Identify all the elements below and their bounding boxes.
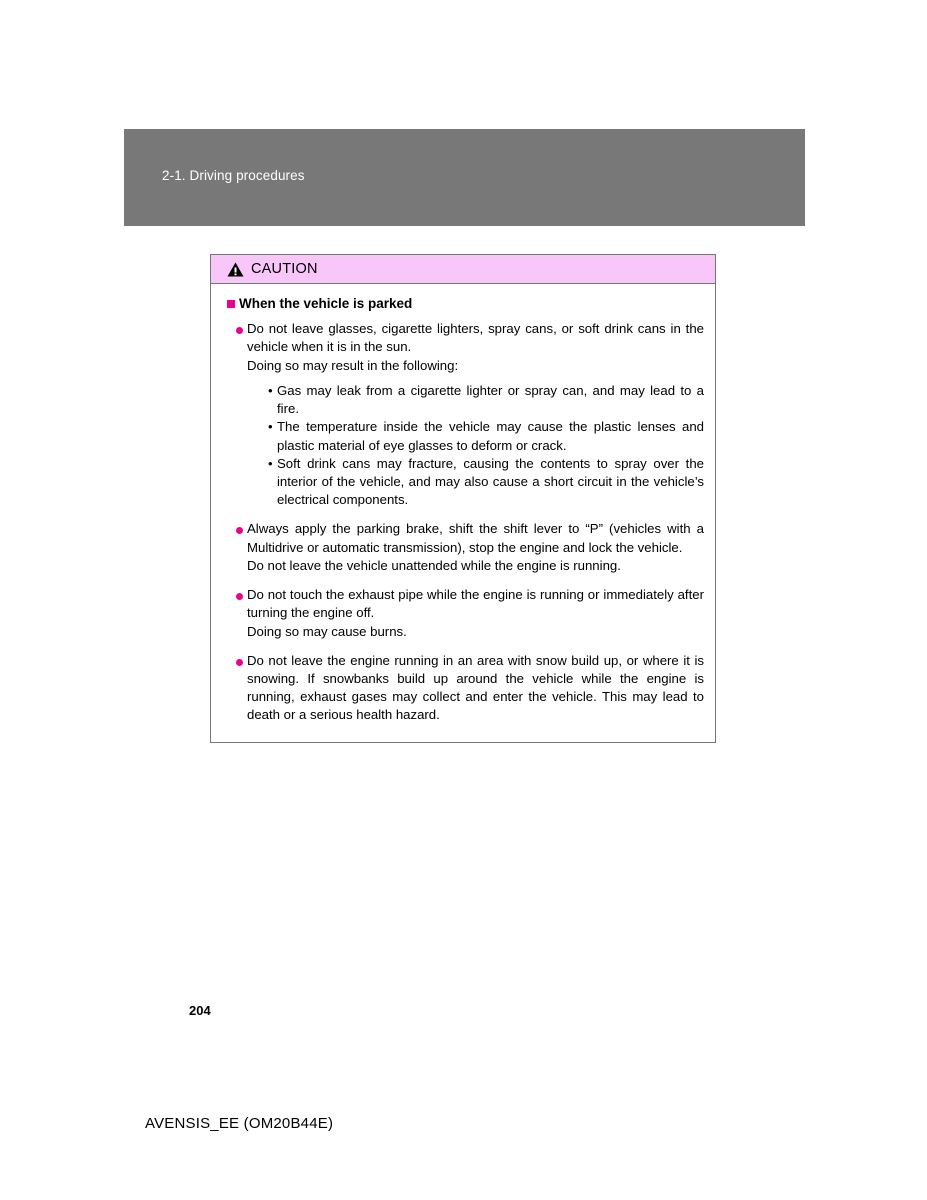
caution-box-header [211, 255, 715, 284]
caution-bullet-text: Do not touch the exhaust pipe while the engine is running or immediately after turning the engine off. [247, 587, 704, 621]
caution-bullet-body [247, 320, 704, 509]
round-bullet-icon [236, 593, 243, 600]
caution-bullet-text: Do not leave glasses, cigarette lighters, spray cans, or soft drink cans in the vehicle when it is in the sun. [247, 321, 704, 355]
caution-sub-list [268, 382, 704, 510]
caution-bullet-body [247, 586, 704, 641]
warning-triangle-icon [227, 262, 244, 277]
caution-sub-item [268, 455, 704, 510]
chapter-header-title: 2-1. Driving procedures [162, 168, 305, 183]
round-bullet-icon [236, 659, 243, 666]
round-bullet-icon [236, 327, 243, 334]
caution-bullet-item [236, 586, 704, 643]
sub-bullet-icon: • [268, 419, 273, 435]
caution-bullet-followup: Doing so may cause burns. [247, 623, 407, 639]
caution-sub-item [268, 382, 704, 418]
caution-title: CAUTION [251, 261, 318, 277]
caution-bullet-text: Do not leave the engine running in an area with snow build up, or where it is snowing. If snowbanks build up around the vehicle while the engine is running, exhaust gases may collect and enter the vehicle. This may lead to death or a serious health hazard. [247, 652, 704, 723]
caution-sub-item-text: The temperature inside the vehicle may cause the plastic lenses and plastic material of eye glasses to deform or crack. [277, 419, 704, 453]
chapter-header-band [124, 129, 805, 226]
caution-box-body [211, 284, 715, 742]
caution-sub-item-text: Soft drink cans may fracture, causing the contents to spray over the interior of the vehicle, and may also cause a short circuit in the vehicle’s electrical components. [277, 455, 704, 508]
caution-bullet-item [236, 320, 704, 511]
caution-bullet-body [247, 520, 704, 575]
document-code: AVENSIS_EE (OM20B44E) [145, 1115, 334, 1132]
caution-bullet-item [236, 652, 704, 727]
page-number: 204 [189, 1003, 211, 1018]
caution-bullet-followup: Do not leave the vehicle unattended while the engine is running. [247, 557, 621, 573]
sub-bullet-icon: • [268, 455, 273, 471]
caution-section-heading [227, 295, 704, 313]
caution-bullet-followup: Doing so may result in the following: [247, 357, 459, 373]
caution-section-heading-text: When the vehicle is parked [239, 296, 413, 311]
caution-bullet-body [247, 652, 704, 725]
caution-box [210, 254, 716, 743]
caution-sub-item-text: Gas may leak from a cigarette lighter or spray can, and may lead to a fire. [277, 382, 704, 417]
caution-sub-item [268, 418, 704, 454]
round-bullet-icon [236, 527, 243, 534]
square-bullet-icon [227, 300, 235, 308]
caution-bullet-text: Always apply the parking brake, shift the shift lever to “P” (vehicles with a Multidrive or automatic transmission), stop the engine and lock the vehicle. [247, 521, 704, 555]
sub-bullet-icon: • [268, 382, 273, 398]
caution-bullet-item [236, 520, 704, 577]
